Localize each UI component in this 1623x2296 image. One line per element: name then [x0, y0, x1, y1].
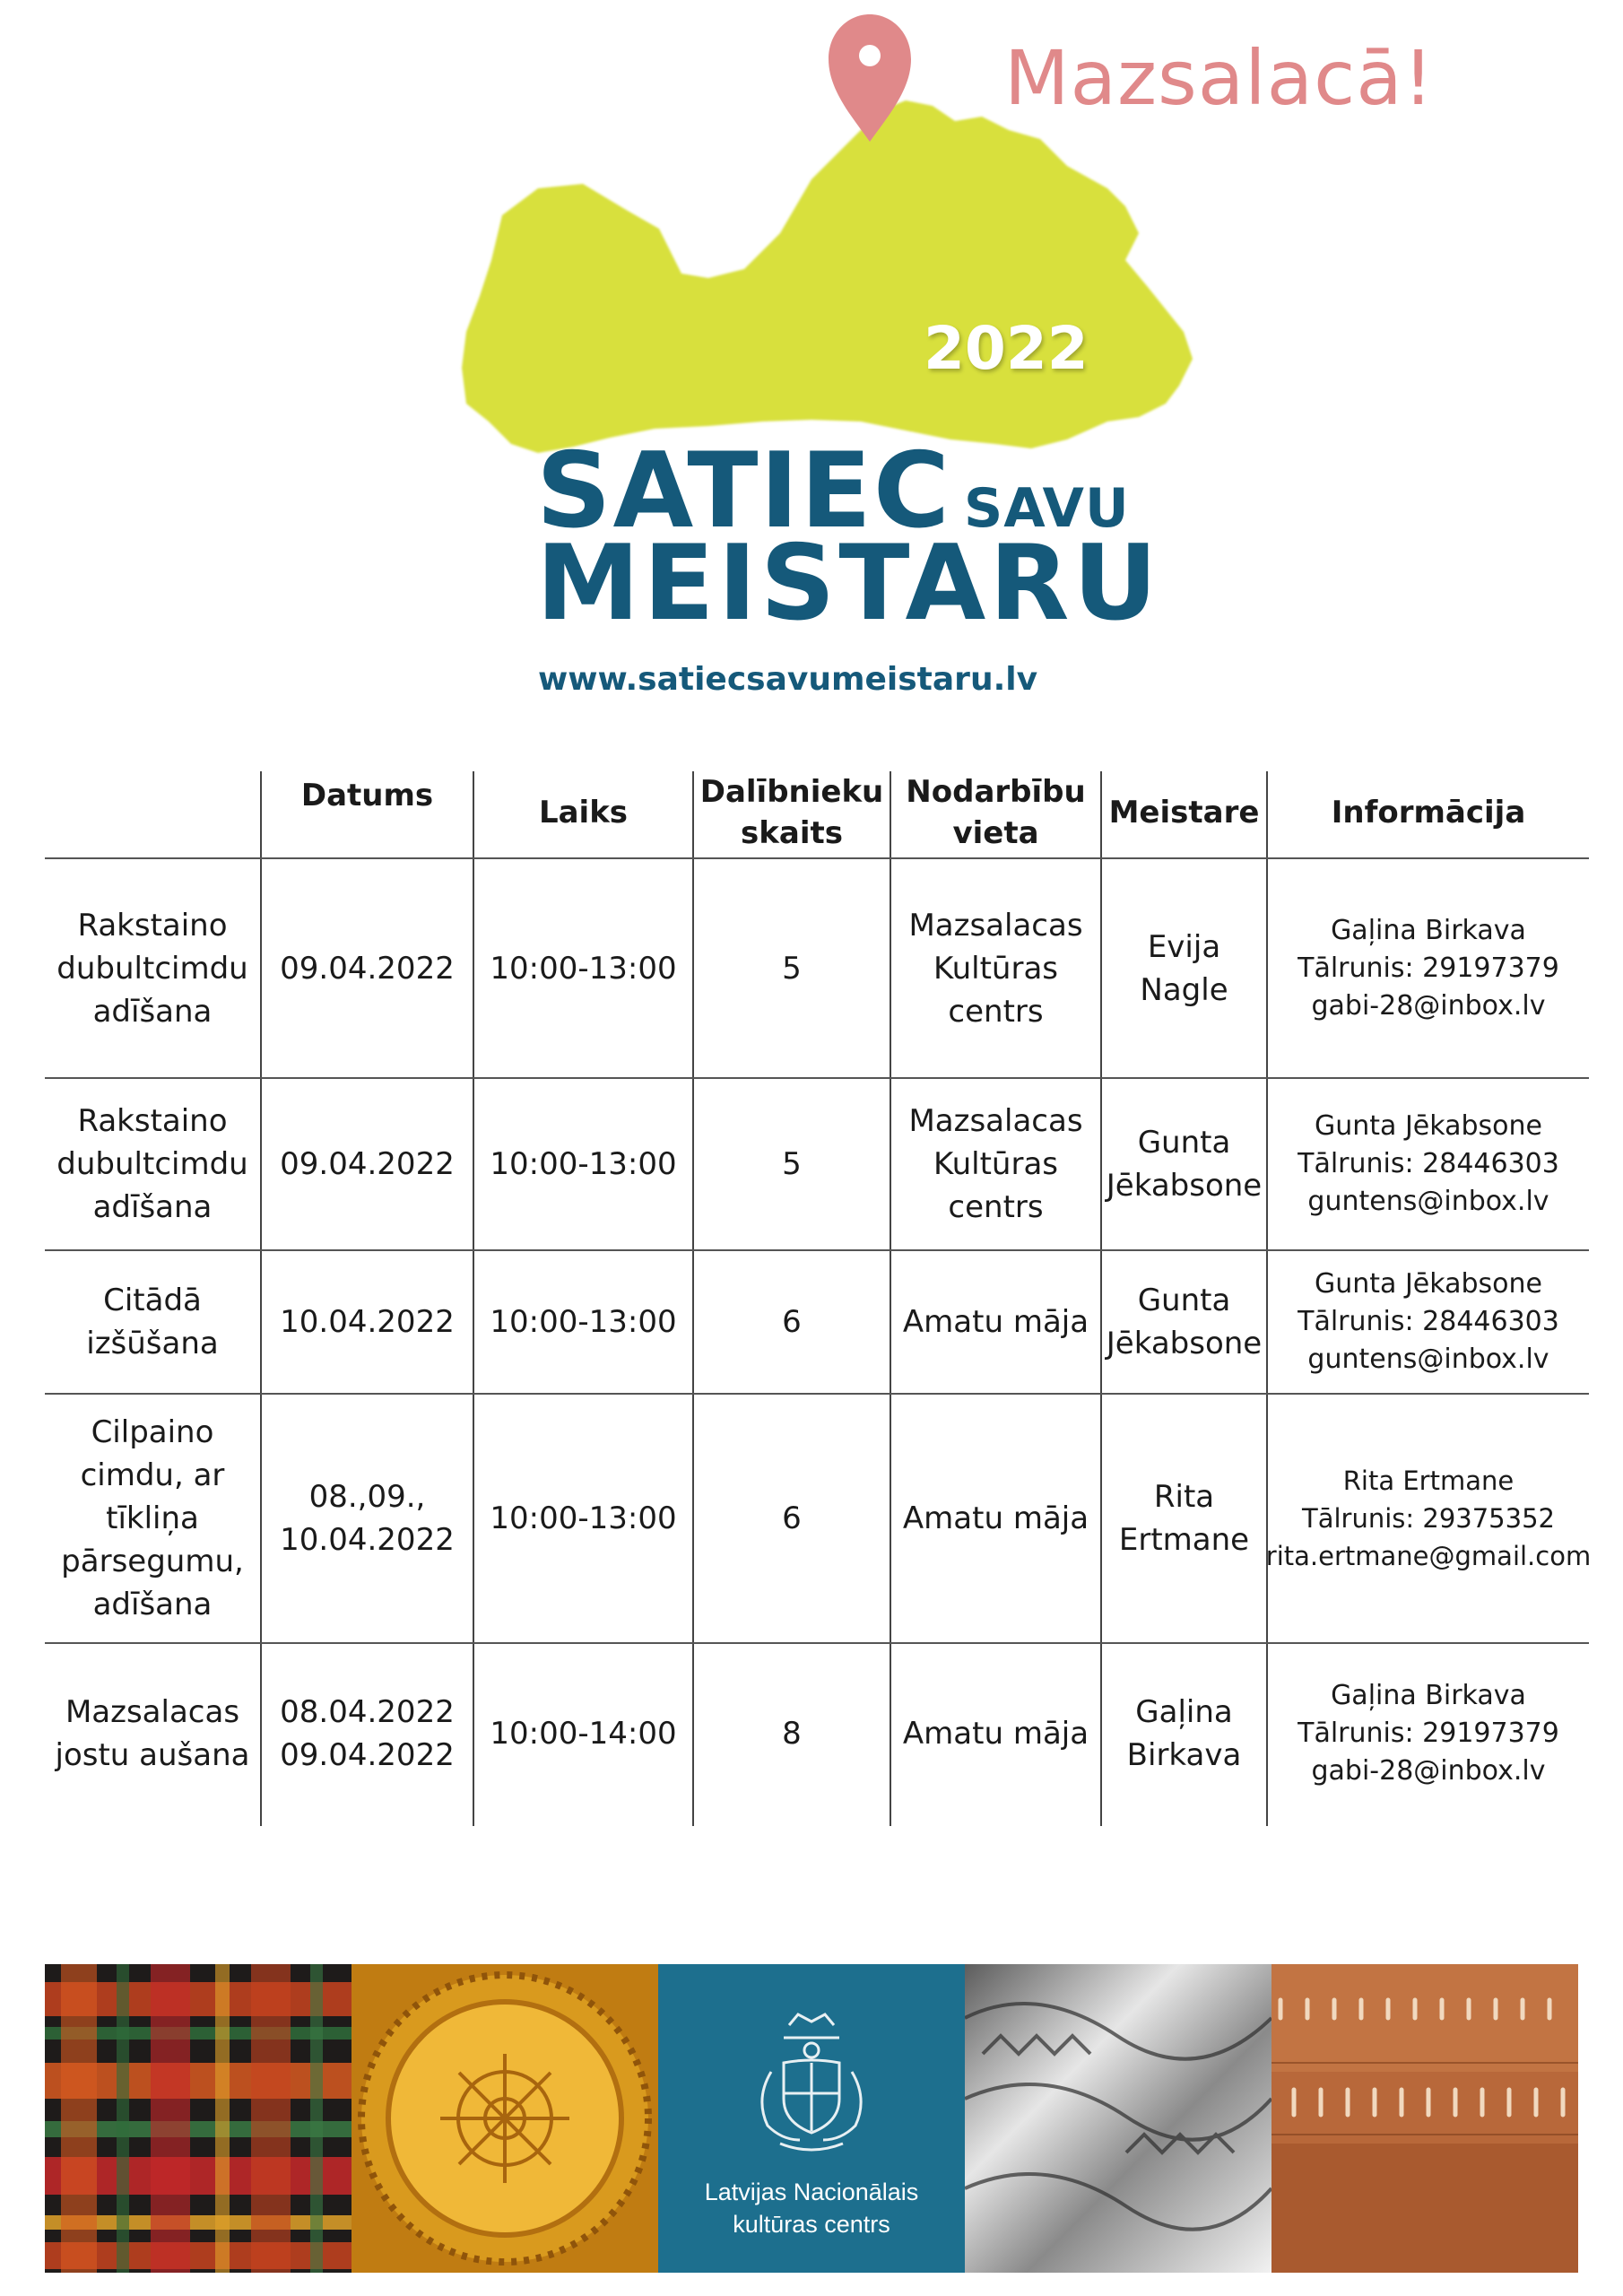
plaid-fabric-image [45, 1964, 352, 2273]
date-cell: 08.,09., 10.04.2022 [280, 1479, 455, 1558]
header-date: Datums [300, 778, 434, 813]
contact-name: Gunta Jēkabsone [1315, 1110, 1542, 1142]
leather-stitch-icon [1271, 1964, 1578, 2273]
logo-word-meistaru: MEISTARU [536, 523, 1161, 644]
contact-phone: Tālrunis: 29375352 [1302, 1503, 1555, 1534]
plaid-pattern-icon [45, 1964, 352, 2273]
contact-name: Gunta Jēkabsone [1315, 1268, 1542, 1300]
contact-phone: Tālrunis: 29197379 [1298, 1717, 1559, 1749]
header-time: Laiks [538, 795, 629, 831]
participants-cell: 6 [782, 1304, 802, 1340]
table-row [45, 859, 1589, 1077]
time-cell: 10:00-14:00 [490, 1715, 677, 1752]
master-cell: Gaļina Birkava [1126, 1693, 1242, 1773]
venue-cell: Mazsalacas Kultūras centrs [908, 1103, 1083, 1225]
info-cell [1268, 1079, 1589, 1249]
contact-email[interactable]: gabi-28@inbox.lv [1311, 1754, 1546, 1787]
table-row [45, 1251, 1589, 1393]
contact-phone: Tālrunis: 28446303 [1298, 1148, 1559, 1179]
time-cell: 10:00-13:00 [490, 1500, 677, 1536]
contact-phone: Tālrunis: 29197379 [1298, 952, 1559, 984]
website-link[interactable]: www.satiecsavumeistaru.lv [538, 661, 1038, 698]
activity-cell: Cilpaino cimdu, ar tīkliņa pārsegumu, adīšana [61, 1414, 244, 1622]
amber-plate-icon [352, 1964, 658, 2273]
activity-cell: Rakstaino dubultcimdu adīšana [56, 907, 248, 1030]
org-name-line-2: kultūras centrs [733, 2211, 890, 2238]
date-cell: 09.04.2022 [280, 1146, 455, 1182]
header-master: Meistare [1108, 795, 1260, 831]
date-cell: 10.04.2022 [280, 1304, 455, 1340]
lnkc-logo-panel [658, 1964, 965, 2273]
logo-word-savu: SAVU [963, 477, 1130, 540]
venue-cell: Amatu māja [902, 1304, 1089, 1340]
silver-ornament-icon [965, 1964, 1271, 2273]
participants-cell: 6 [782, 1500, 802, 1536]
info-cell [1268, 1251, 1589, 1393]
contact-email[interactable]: guntens@inbox.lv [1307, 1186, 1549, 1217]
date-cell: 08.04.2022 09.04.2022 [280, 1693, 455, 1773]
header-venue: Nodarbību vieta [906, 774, 1086, 851]
contact-name: Rita Ertmane [1342, 1465, 1515, 1496]
silver-ornament-image [965, 1964, 1271, 2273]
contact-email[interactable]: rita.ertmane@gmail.com [1265, 1541, 1592, 1571]
header-activity [45, 768, 260, 857]
org-name-line-1: Latvijas Nacionālais [704, 2179, 919, 2205]
contact-phone: Tālrunis: 28446303 [1298, 1306, 1559, 1337]
venue-cell: Mazsalacas Kultūras centrs [908, 907, 1083, 1030]
contact-email[interactable]: gabi-28@inbox.lv [1311, 989, 1546, 1022]
info-cell [1265, 1395, 1592, 1642]
leather-image [1271, 1964, 1578, 2273]
logo-word-satiec: SATIEC [536, 430, 951, 552]
header-participants: Dalībnieku skaits [699, 774, 884, 851]
participants-cell: 5 [782, 1146, 802, 1182]
year-label: 2022 [924, 314, 1089, 383]
time-cell: 10:00-13:00 [490, 1146, 677, 1182]
activity-cell: Mazsalacas jostu aušana [55, 1693, 250, 1773]
table-row [45, 1644, 1589, 1822]
time-cell: 10:00-13:00 [490, 950, 677, 987]
activity-cell: Citādā izšūšana [86, 1283, 219, 1361]
participants-cell: 5 [782, 950, 802, 987]
town-heading: Mazsalacā! [1004, 34, 1435, 122]
info-cell [1268, 1644, 1589, 1822]
info-cell [1268, 859, 1589, 1077]
header-info: Informācija [1331, 795, 1526, 831]
table-row [45, 1079, 1589, 1249]
venue-cell: Amatu māja [902, 1715, 1089, 1752]
table-header-row [45, 768, 1589, 857]
table-row [45, 1395, 1592, 1642]
contact-email[interactable]: guntens@inbox.lv [1307, 1344, 1549, 1375]
contact-name: Gaļina Birkava [1331, 914, 1526, 946]
footer-image-strip [45, 1964, 1578, 2273]
contact-name: Gaļina Birkava [1331, 1679, 1526, 1711]
time-cell: 10:00-13:00 [490, 1304, 677, 1340]
amber-plate-image [352, 1964, 658, 2273]
master-cell: Gunta Jēkabsone [1106, 1125, 1263, 1204]
venue-cell: Amatu māja [902, 1500, 1089, 1536]
date-cell: 09.04.2022 [280, 950, 455, 987]
latvia-map-shape [462, 100, 1193, 453]
master-cell: Gunta Jēkabsone [1106, 1283, 1263, 1361]
activity-cell: Rakstaino dubultcimdu adīšana [56, 1103, 248, 1225]
participants-cell: 8 [782, 1715, 802, 1752]
lnkc-org-name [658, 2176, 965, 2240]
master-cell: Rita Ertmane [1118, 1479, 1250, 1558]
master-cell: Evija Nagle [1140, 928, 1228, 1008]
